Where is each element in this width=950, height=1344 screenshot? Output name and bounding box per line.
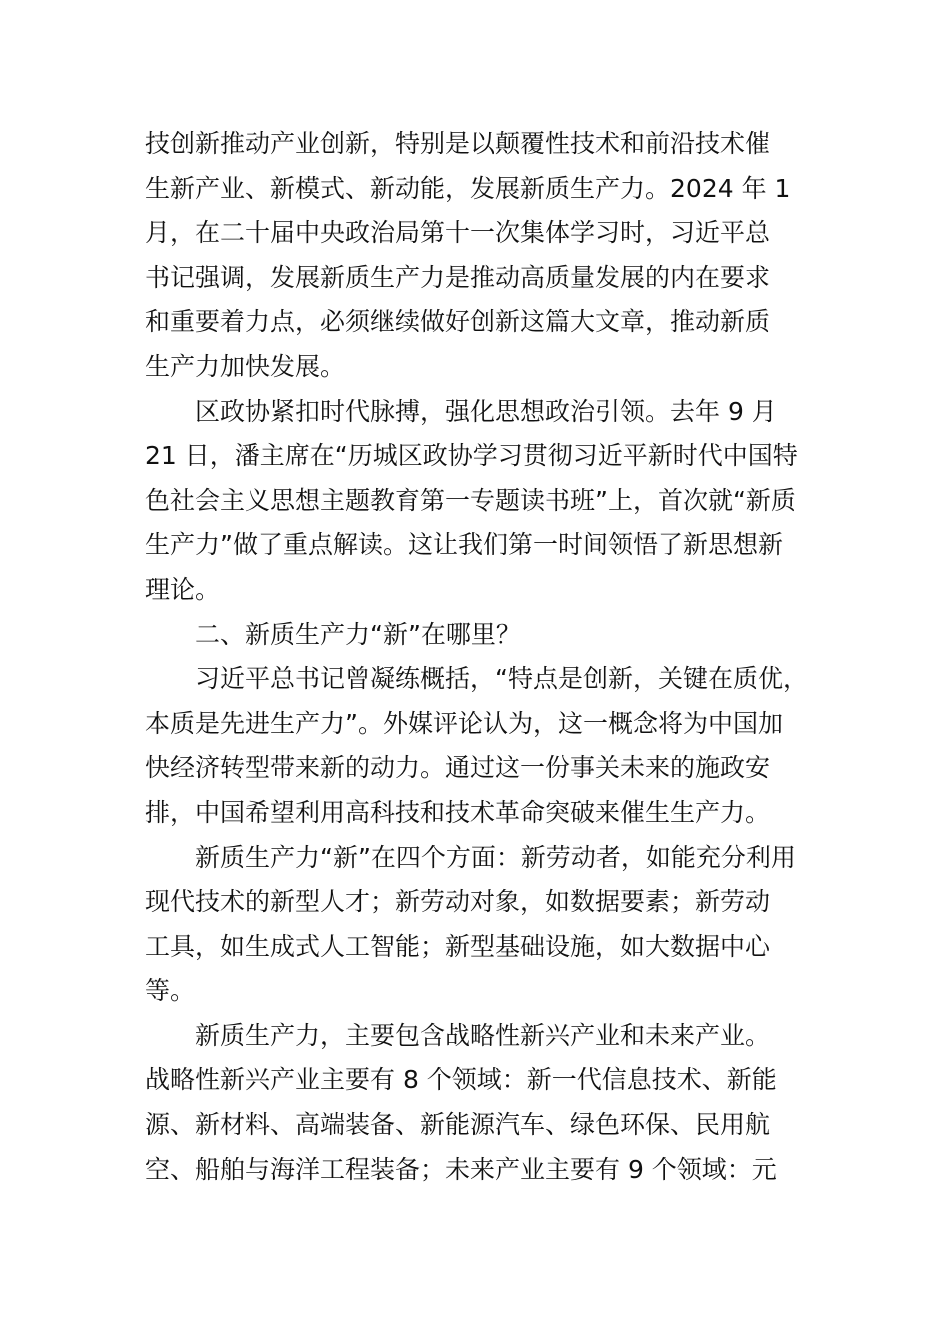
paragraph-first-line: 新质生产力，主要包含战略性新兴产业和未来产业。 [195, 1020, 771, 1050]
text-line: 技创新推动产业创新，特别是以颠覆性技术和前沿技术催 [145, 129, 771, 158]
body-text [145, 122, 815, 1192]
text-line: 等。 [145, 976, 196, 1006]
text-line: 源、新材料、高端装备、新能源汽车、绿色环保、民用航 [145, 1110, 771, 1140]
text-line: 色社会主义思想主题教育第一专题读书班”上，首次就“新质 [145, 485, 796, 515]
text-line: 战略性新兴产业主要有 8 个领域：新一代信息技术、新能 [145, 1065, 777, 1095]
text-line: 生新产业、新模式、新动能，发展新质生产力。2024 年 1 [145, 173, 791, 203]
paragraph-first-line: 区政协紧扣时代脉搏，强化思想政治引领。去年 9 月 [195, 396, 777, 426]
text-line: 工具，如生成式人工智能；新型基础设施，如大数据中心 [145, 931, 771, 961]
paragraph-first-line: 新质生产力“新”在四个方面：新劳动者，如能充分利用 [195, 842, 796, 872]
text-line: 和重要着力点，必须继续做好创新这篇大文章，推动新质 [145, 307, 771, 337]
text-line: 空、船舶与海洋工程装备；未来产业主要有 9 个领域：元 [145, 1154, 777, 1184]
text-line: 21 日，潘主席在“历城区政协学习贯彻习近平新时代中国特 [145, 441, 798, 471]
paragraph-first-line: 习近平总书记曾凝练概括，“特点是创新，关键在质优， [195, 664, 808, 694]
text-line: 理论。 [145, 574, 221, 604]
text-line: 排，中国希望利用高科技和技术革命突破来催生生产力。 [145, 797, 771, 827]
text-line: 生产力”做了重点解读。这让我们第一时间领悟了新思想新 [145, 530, 783, 560]
text-line: 快经济转型带来新的动力。通过这一份事关未来的施政安 [145, 753, 771, 783]
text-line: 本质是先进生产力”。外媒评论认为，这一概念将为中国加 [145, 708, 783, 738]
text-line: 书记强调，发展新质生产力是推动高质量发展的内在要求 [145, 262, 771, 292]
section-heading: 二、新质生产力“新”在哪里？ [195, 619, 521, 649]
text-line: 月，在二十届中央政治局第十一次集体学习时，习近平总 [145, 218, 771, 248]
text-line: 现代技术的新型人才；新劳动对象，如数据要素；新劳动 [145, 887, 771, 917]
text-line: 生产力加快发展。 [145, 351, 346, 381]
